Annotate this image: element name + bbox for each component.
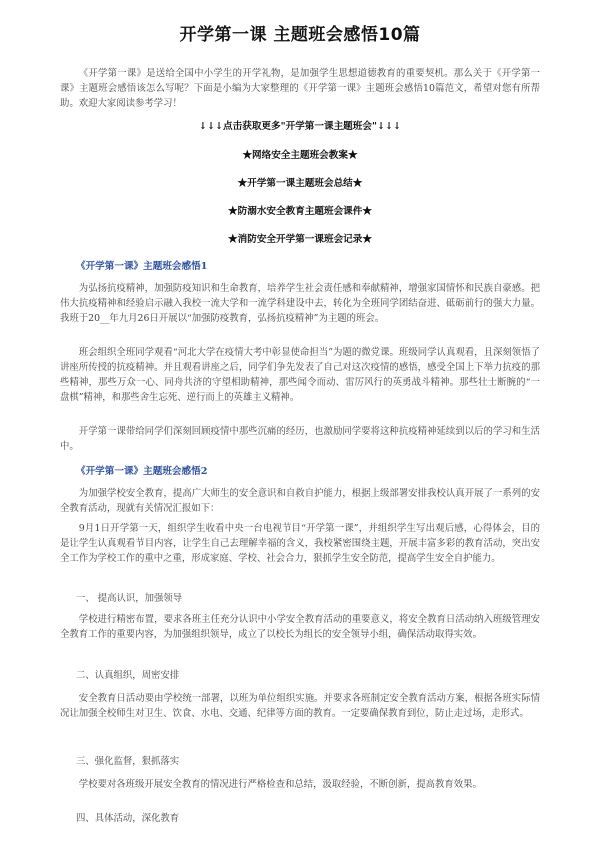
section-2-paragraph-1: 为加强学校安全教育，提高广大师生的安全意识和自救自护能力，根据上级部署安排我校认真开展了一系列的安全教育活动，现就有关情况汇报如下：: [60, 488, 540, 514]
section-2-heading-4: 四、具体活动，深化教育: [76, 813, 180, 824]
section-1-title: 《开学第一课》主题班会感悟1: [76, 261, 208, 272]
link-drowning-prevention[interactable]: ★防溺水安全教育主题班会课件★: [228, 206, 372, 217]
link-network-safety[interactable]: ★网络安全主题班会教案★: [242, 150, 358, 161]
section-2-paragraph-2: 9月1日开学第一天，组织学生收看中央一台电视节目“开学第一课”，并组织学生写出观后感，心得体会，目的是让学生认真观看节目内容，让学生自己去理解幸福的含义，我校紧密围绕主题，开展丰富多彩的教育活动，突出安全工作为学校工作的重中之重，形成家庭、学校、社会合力，狠抓学生安全防范，提高学生安全自护能力。: [60, 523, 540, 564]
intro-paragraph: 《开学第一课》是送给全国中小学生的开学礼物，是加强学生思想道德教育的重要契机。那么关于《开学第一课》主题班会感悟该怎么写呢？下面是小编为大家整理的《开学第一课》主题班会感悟10篇范文，希望对您有所帮助。欢迎大家阅读参考学习！: [60, 68, 540, 109]
section-2-heading-3: 三、强化监督，狠抓落实: [76, 756, 180, 767]
section-1-paragraph-3: 开学第一课带给同学们深刻回顾疫情中那些沉痛的经历，也激励同学要将这种抗疫精神延续到以后的学习和生活中。: [60, 426, 540, 452]
section-1-paragraph-1: 为弘扬抗疫精神，加强防疫知识和生命教育，培养学生社会责任感和奉献精神，增强家国情怀和民族自豪感。把伟大抗疫精神和经验启示融入我校一流大学和一流学科建设中去，转化为全班同学团结奋进、砥砺前行的强大力量。我班于20__年九月26日开展以“加强防疫教育，弘扬抗疫精神”为主题的班会。: [60, 283, 540, 324]
section-2-heading-2: 二、认真组织，周密安排: [76, 670, 180, 681]
section-2-title: 《开学第一课》主题班会感悟2: [76, 466, 208, 477]
link-first-lesson-summary[interactable]: ★开学第一课主题班会总结★: [237, 178, 363, 189]
section-2-paragraph-5: 学校要对各班级开展安全教育的情况进行严格检查和总结，汲取经验，不断创新，提高教育效果。: [78, 779, 482, 790]
section-2-heading-1: 一、 提高认识，加强领导: [76, 593, 183, 604]
section-2-paragraph-4: 安全教育日活动要由学校统一部署，以班为单位组织实施。并要求各班制定安全教育活动方案，根据各班实际情况让加强全校师生对卫生、饮食、水电、交通、纪律等方面的教育。一定要确保教育到位，防止走过场，走形式。: [60, 693, 540, 719]
section-1-paragraph-2: 班会组织全班同学观看“河北大学在疫情大考中彰显使命担当”为题的微党课。班级同学认真观看，且深刻领悟了讲座所传授的抗疫精神。并且观看讲座之后，同学们争先发表了自己对这次疫情的感悟，感受全国上下举力抗疫的那些精神，那些万众一心、同舟共济的守望相助精神，那些闻令而动、雷厉风行的英勇战斗精神。那些壮士断腕的“一盘棋”精神，和那些舍生忘死、逆行而上的英雄主义精神。: [60, 347, 540, 403]
link-fire-safety[interactable]: ★消防安全开学第一课班会记录★: [228, 234, 372, 245]
section-2-paragraph-3: 学校进行精密布置，要求各班主任充分认识中小学安全教育活动的重要意义，将安全教育日活动纳入班级管理安全教育工作的重要内容，为加强组织领导，成立了以校长为组长的安全领导小组，确保活动取得实效。: [60, 614, 540, 640]
more-link[interactable]: ↓↓↓点击获取更多"开学第一课主题班会"↓↓↓: [198, 121, 402, 132]
document-title: 开学第一课 主题班会感悟10篇: [179, 25, 421, 45]
